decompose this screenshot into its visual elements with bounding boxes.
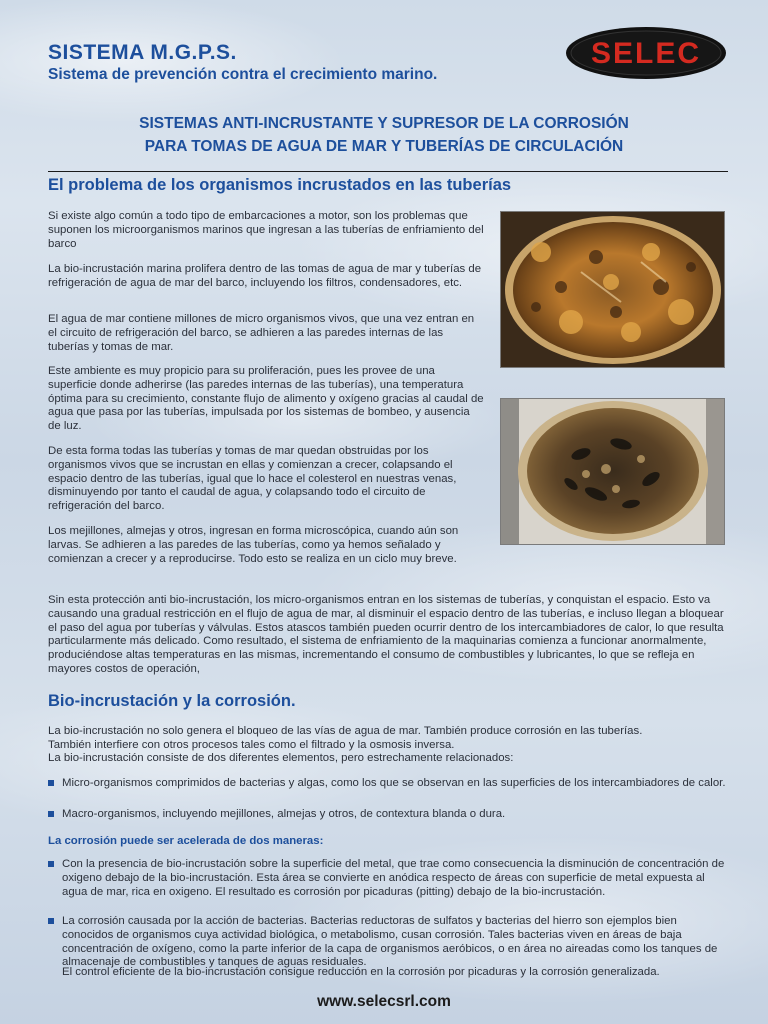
list-item-text: Micro-organismos comprimidos de bacterias y algas, como los que se observan en las superficies de los intercambiadores de calor. bbox=[62, 777, 726, 789]
list-item bbox=[48, 915, 726, 970]
selec-logo bbox=[565, 26, 727, 80]
paragraph: El agua de mar contiene millones de micro organismos vivos, que una vez entran en el circuito de refrigeración del barco, se adhieren a las paredes internas de las tuberías y tomas de mar. bbox=[48, 313, 475, 353]
accent-heading: La corrosión puede ser acelerada de dos maneras: bbox=[48, 835, 324, 847]
divider bbox=[48, 171, 728, 172]
website-url[interactable]: www.selecsrl.com bbox=[317, 993, 451, 1010]
bullet-icon bbox=[48, 861, 54, 867]
pipe-fouling-photo-2 bbox=[500, 398, 725, 545]
list-item-text: La corrosión causada por la acción de bacterias. Bacterias reductoras de sulfatos y bacterias del hierro son ejemplos bien conocidos de organismos cuya actividad biológica, o metabolismo, cusan corrosión. Tales bacterias viven en áreas de baja concentración de oxígeno, como la parte inferior de la capa de organismos aeróbicos, o en área no aireadas como los tanques de almacenaje de combustibles y tanques de aguas residuales. bbox=[62, 915, 718, 969]
pipe-fouling-photo-1 bbox=[500, 211, 725, 368]
paragraph: De esta forma todas las tuberías y tomas de mar quedan obstruidas por los organismos vivos que se incrustan en ellas y comienzan a crecer, colapsando el espacio dentro de las tuberías, igual que lo hace el colesterol en nuestras venas, disminuyendo por tanto el caudal de agua, y colapsando todo el circuito de refrigeración del barco. bbox=[48, 445, 457, 513]
document-title: SISTEMA M.G.P.S. bbox=[48, 41, 237, 64]
headline-line-1: SISTEMAS ANTI-INCRUSTANTE Y SUPRESOR DE LA CORROSIÓN bbox=[139, 115, 629, 132]
document-subtitle: Sistema de prevención contra el crecimiento marino. bbox=[48, 66, 438, 83]
bullet-icon bbox=[48, 811, 54, 817]
paragraph: Los mejillones, almejas y otros, ingresan en forma microscópica, cuando aún son larvas. Se adhieren a las paredes de las tuberías, como ya hemos señalado y comienzan a crecer y a reproducirse. Todo esto se realiza en un ciclo muy breve. bbox=[48, 525, 459, 565]
logo-text: SELEC bbox=[590, 37, 702, 70]
paragraph: Este ambiente es muy propicio para su proliferación, pues les provee de una superficie donde adherirse (las paredes internas de las tuberías), una temperatura óptima para su crecimiento, constante flujo de alimento y oxígeno gracias al caudal de agua que pasa por las tuberías, impulsada por los sistemas de bombeo, y ausencia de luz. bbox=[48, 365, 484, 433]
paragraph: Si existe algo común a todo tipo de embarcaciones a motor, son los problemas que suponen los microorganismos marinos que ingresan a las tuberías de enfriamiento del barco bbox=[48, 210, 484, 250]
list-item-text: Macro-organismos, incluyendo mejillones, almejas y otros, de contextura blanda o dura. bbox=[62, 808, 506, 820]
headline-line-2: PARA TOMAS DE AGUA DE MAR Y TUBERÍAS DE CIRCULACIÓN bbox=[144, 138, 624, 155]
section-heading-problem: El problema de los organismos incrustados en las tuberías bbox=[48, 176, 512, 194]
bullet-icon bbox=[48, 780, 54, 786]
section-heading-corrosion: Bio-incrustación y la corrosión. bbox=[48, 692, 296, 710]
intro-line: La bio-incrustación no solo genera el bloqueo de las vías de agua de mar. También produce corrosión en las tuberías. bbox=[48, 725, 643, 737]
intro-line: También interfiere con otros procesos tales como el filtrado y la osmosis inversa. bbox=[48, 739, 455, 751]
list-item bbox=[48, 858, 726, 899]
list-item bbox=[48, 808, 726, 822]
bullet-icon bbox=[48, 918, 54, 924]
intro-line: La bio-incrustación consiste de dos diferentes elementos, pero estrechamente relacionados: bbox=[48, 752, 514, 764]
list-item bbox=[48, 777, 726, 791]
paragraph: La bio-incrustación marina prolifera dentro de las tomas de agua de mar y tuberías de refrigeración de agua de mar del barco, incluyendo los filtros, condensadores, etc. bbox=[48, 263, 482, 289]
list-item-text: Con la presencia de bio-incrustación sobre la superficie del metal, que trae como consecuencia la disminución de concentración de oxigeno debajo de la bio-incrustación. Esta área se convierte en anódica respecto de áreas con superficie de metal expuesta al agua de mar, rica en oxigeno. El resultado es corrosión por picaduras (pitting) debajo de la bio-incrustación. bbox=[62, 858, 725, 898]
paragraph-full-width: Sin esta protección anti bio-incrustación, los micro-organismos entran en los sistemas de tuberías, y conquistan el espacio. Esto va causando una gradual restricción en el flujo de agua de mar, al disminuir el espacio dentro de las tuberías, e incluso llegan a bloquear el paso del agua por tuberías y válvulas. Estos atascos también pueden ocurrir dentro de los intercambiadores de calor, lo que resulta particularmente más delicado. Como resultado, el sistema de enfriamiento de la maquinarias comienza a funcionar anormalmente, produciéndose altas temperaturas en las mismas, incrementando el consumo de combustibles y lubricantes, lo que se refleja en mayores costos de operación, bbox=[48, 594, 724, 675]
closing-line: El control eficiente de la bio-incrustación consigue reducción en la corrosión por picaduras y la corrosión generalizada. bbox=[62, 966, 660, 978]
